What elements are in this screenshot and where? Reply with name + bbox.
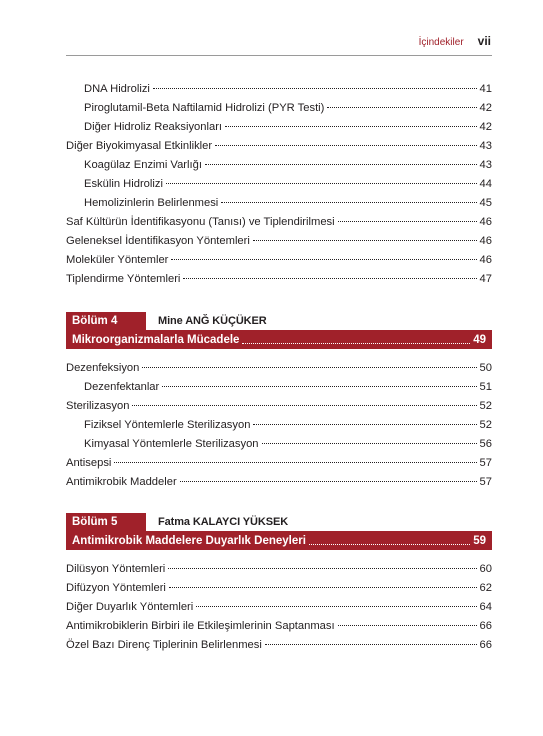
toc-entry-leader [215,144,476,146]
toc-entry-page: 66 [479,639,492,651]
toc-entry-page: 46 [479,235,492,247]
toc-entry-title: Diğer Hidroliz Reaksiyonları [84,121,223,133]
toc-entry[interactable] [66,251,492,270]
toc-entry-page: 56 [479,438,492,450]
toc-entry-leader [132,404,476,406]
toc-entry-page: 62 [479,582,492,594]
toc-entry-leader [171,258,476,260]
toc-entry-page: 42 [479,121,492,133]
toc-entry-page: 57 [479,457,492,469]
toc-entry-page: 44 [479,178,492,190]
toc-entry[interactable] [66,213,492,232]
toc-entry[interactable] [66,137,492,156]
toc-entry-title: Piroglutamil-Beta Naftilamid Hidrolizi (PYR Testi) [84,102,325,114]
toc-entry[interactable] [66,270,492,289]
toc-entry-leader [166,182,477,184]
toc-entry-title: Dilüsyon Yöntemleri [66,563,166,575]
toc-entry[interactable] [66,156,492,175]
toc-entry-title: Özel Bazı Direnç Tiplerinin Belirlenmesi [66,639,262,651]
toc-entry[interactable] [66,118,492,137]
toc-entry[interactable] [66,435,492,454]
toc-entry-title: Diğer Duyarlık Yöntemleri [66,601,194,613]
toc-entry-page: 41 [479,83,492,95]
toc-entry-title: Moleküler Yöntemler [66,254,169,266]
toc-entry-leader [338,220,477,222]
toc-entry-title: Antimikrobik Maddeler [66,476,177,488]
chapter-4-heading [66,312,492,330]
toc-entry-page: 52 [479,400,492,412]
chapter-4-entries [66,359,492,492]
toc-entry-title: Tiplendirme Yöntemleri [66,273,181,285]
chapter-5-title: Antimikrobik Maddelere Duyarlık Deneyleri [72,535,306,547]
chapter-5-leader [309,543,470,545]
toc-entry-page: 60 [479,563,492,575]
toc-entry[interactable] [66,560,492,579]
chapter-4-author: Mine ANĞ KÜÇÜKER [158,315,267,327]
chapter-4-label: Bölüm 4 [66,312,146,330]
toc-entry[interactable] [66,473,492,492]
toc-entry-title: Difüzyon Yöntemleri [66,582,166,594]
chapter-4-leader [242,342,470,344]
toc-top-list [66,80,492,289]
toc-entry[interactable] [66,80,492,99]
chapter-5-page: 59 [473,535,486,547]
chapter-4-title-bar[interactable] [66,331,492,349]
toc-entry-page: 45 [479,197,492,209]
toc-entry-title: Hemolizinlerin Belirlenmesi [84,197,219,209]
toc-entry-leader [168,567,476,569]
toc-entry-title: Sterilizasyon [66,400,130,412]
toc-entry[interactable] [66,359,492,378]
toc-entry-title: Fiziksel Yöntemlerle Sterilizasyon [84,419,251,431]
toc-entry-leader [205,163,477,165]
toc-entry[interactable] [66,175,492,194]
toc-entry-title: DNA Hidrolizi [84,83,150,95]
toc-entry-leader [142,366,476,368]
toc-entry-leader [180,480,477,482]
toc-entry-title: Dezenfeksiyon [66,362,140,374]
page-header [419,34,491,48]
toc-entry-page: 43 [479,159,492,171]
toc-entry-leader [253,423,476,425]
toc-entry-title: Kimyasal Yöntemlerle Sterilizasyon [84,438,259,450]
chapter-4-page: 49 [473,334,486,346]
toc-entry[interactable] [66,617,492,636]
toc-entry-leader [114,461,476,463]
toc-entry-page: 52 [479,419,492,431]
toc-entry-page: 50 [479,362,492,374]
toc-entry-leader [327,106,476,108]
toc-entry-leader [196,605,476,607]
toc-entry-leader [253,239,477,241]
toc-entry[interactable] [66,598,492,617]
toc-entry-title: Saf Kültürün İdentifikasyonu (Tanısı) ve Tiplendirilmesi [66,216,335,228]
toc-entry-page: 47 [479,273,492,285]
toc-entry-leader [169,586,477,588]
toc-entry-leader [162,385,476,387]
toc-entry-page: 42 [479,102,492,114]
toc-entry-page: 43 [479,140,492,152]
toc-entry[interactable] [66,454,492,473]
toc-entry-title: Geleneksel İdentifikasyon Yöntemleri [66,235,250,247]
chapter-4-title: Mikroorganizmalarla Mücadele [72,334,240,346]
chapter-5-author: Fatma KALAYCI YÜKSEK [158,516,289,528]
toc-entry-leader [153,87,477,89]
toc-entry-page: 46 [479,216,492,228]
toc-entry[interactable] [66,232,492,251]
toc-entry-title: Koagülaz Enzimi Varlığı [84,159,202,171]
toc-entry[interactable] [66,416,492,435]
toc-entry-title: Dezenfektanlar [84,381,160,393]
toc-entry[interactable] [66,636,492,655]
header-section-title: İçindekiler [418,37,464,48]
toc-entry-leader [262,442,477,444]
toc-entry[interactable] [66,378,492,397]
chapter-5-entries [66,560,492,655]
toc-entry[interactable] [66,194,492,213]
toc-entry-title: Antimikrobiklerin Birbiri ile Etkileşimlerinin Saptanması [66,620,335,632]
toc-entry-page: 66 [479,620,492,632]
toc-entry-leader [221,201,476,203]
toc-entry-page: 46 [479,254,492,266]
header-page-number: vii [477,34,491,48]
toc-entry[interactable] [66,397,492,416]
toc-entry-page: 57 [479,476,492,488]
toc-entry-title: Diğer Biyokimyasal Etkinlikler [66,140,213,152]
toc-entry-page: 64 [479,601,492,613]
toc-entry-title: Antisepsi [66,457,112,469]
toc-entry-title: Eskülin Hidrolizi [84,178,163,190]
toc-entry-leader [225,125,477,127]
toc-entry-leader [265,643,477,645]
header-divider [66,55,492,56]
toc-entry[interactable] [66,579,492,598]
toc-entry[interactable] [66,99,492,118]
toc-entry-page: 51 [479,381,492,393]
toc-entry-leader [338,624,477,626]
toc-entry-leader [183,277,476,279]
chapter-5-label: Bölüm 5 [66,513,146,531]
chapter-5-heading [66,513,492,531]
chapter-5-title-bar[interactable] [66,532,492,550]
